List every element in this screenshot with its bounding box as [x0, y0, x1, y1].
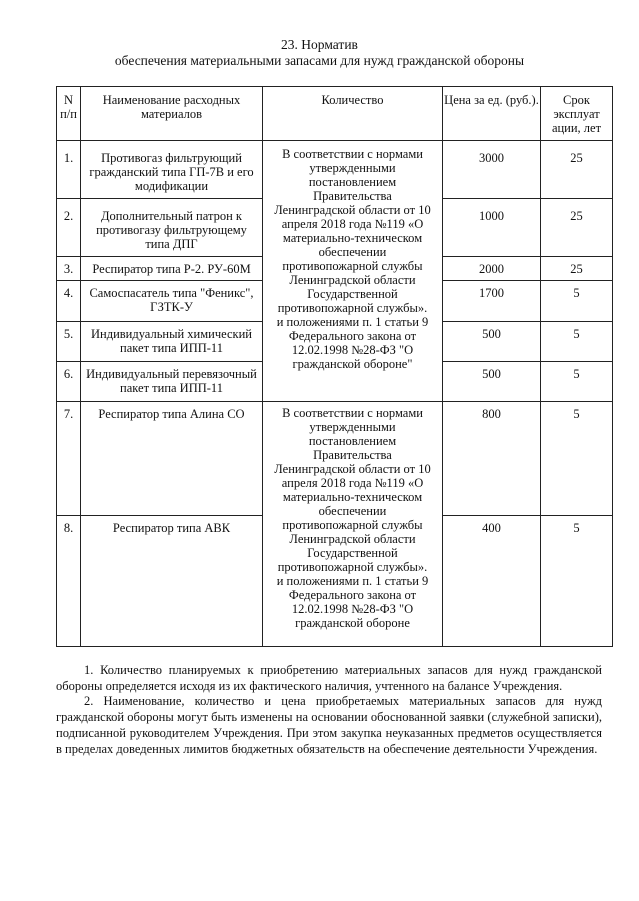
row-name: Индивидуальный перевязочный пакет типа ИПП-11 — [81, 362, 263, 402]
row-number: 1. — [57, 141, 81, 199]
row-number: 6. — [57, 362, 81, 402]
row-number: 5. — [57, 322, 81, 362]
row-number: 7. — [57, 402, 81, 516]
row-term: 25 — [541, 257, 613, 281]
note-2: 2. Наименование, количество и цена приобретаемых материальных запасов для нужд гражданской обороны могут быть изменены на основании обоснованной заявки (служебной записки), подписанной руководителем Учреждения. При этом закупка неуказанных предметов осуществляется в пределах доведенных лимитов бюджетных обязательств на обеспечение деятельности Учреждения. — [56, 694, 602, 756]
row-name: Респиратор типа АВК — [81, 516, 263, 647]
row-term: 5 — [541, 516, 613, 647]
document-subtitle: обеспечения материальными запасами для нужд гражданской обороны — [114, 53, 525, 68]
row-name: Самоспасатель типа "Феникс", ГЗТК-У — [81, 281, 263, 322]
header-quantity: Количество — [263, 87, 443, 141]
row-price: 400 — [443, 516, 541, 647]
row-price: 1700 — [443, 281, 541, 322]
row-term: 25 — [541, 141, 613, 199]
row-term: 5 — [541, 281, 613, 322]
norms-table — [56, 86, 613, 647]
row-name: Респиратор типа Алина СО — [81, 402, 263, 516]
table-row — [57, 402, 613, 516]
row-number: 2. — [57, 199, 81, 257]
table-header-row — [57, 87, 613, 141]
row-number: 4. — [57, 281, 81, 322]
row-number: 3. — [57, 257, 81, 281]
row-price: 2000 — [443, 257, 541, 281]
header-price: Цена за ед. (руб.). — [443, 87, 541, 141]
row-price: 500 — [443, 362, 541, 402]
row-price: 800 — [443, 402, 541, 516]
header-name: Наименование расходных материалов — [81, 87, 263, 141]
table-row — [57, 141, 613, 199]
header-num: N п/п — [57, 87, 81, 141]
row-price: 500 — [443, 322, 541, 362]
quantity-basis-cell: В соответствии с нормами утвержденными постановлением Правительства Ленинградской области от 10 апреля 2018 года №119 «О материально-техническом обеспечении противопожарной службы Ленинградской области Государственной противопожарной службы». и положениями п. 1 статьи 9 Федерального закона от 12.02.1998 №28-ФЗ "О гражданской обороне — [263, 402, 443, 647]
row-number: 8. — [57, 516, 81, 647]
row-name: Противогаз фильтрующий гражданский типа ГП-7В и его модификации — [81, 141, 263, 199]
row-name: Респиратор типа Р-2. РУ-60М — [81, 257, 263, 281]
note-1: 1. Количество планируемых к приобретению материальных запасов для нужд гражданской обороны определяется исходя из их фактического наличия, учтенного на балансе Учреждения. — [56, 663, 602, 693]
row-price: 1000 — [443, 199, 541, 257]
row-name: Дополнительный патрон к противогазу фильтрующему типа ДПГ — [81, 199, 263, 257]
row-price: 3000 — [443, 141, 541, 199]
header-term: Срок эксплуат ации, лет — [541, 87, 613, 141]
row-term: 5 — [541, 322, 613, 362]
quantity-basis-cell: В соответствии с нормами утвержденными постановлением Правительства Ленинградской области от 10 апреля 2018 года №119 «О материально-техническом обеспечении противопожарной службы Ленинградской области Государственной противопожарной службы». и положениями п. 1 статьи 9 Федерального закона от 12.02.1998 №28-ФЗ "О гражданской обороне" — [263, 141, 443, 402]
row-term: 25 — [541, 199, 613, 257]
row-term: 5 — [541, 402, 613, 516]
row-name: Индивидуальный химический пакет типа ИПП-11 — [81, 322, 263, 362]
document-title: 23. Норматив — [281, 37, 358, 52]
row-term: 5 — [541, 362, 613, 402]
